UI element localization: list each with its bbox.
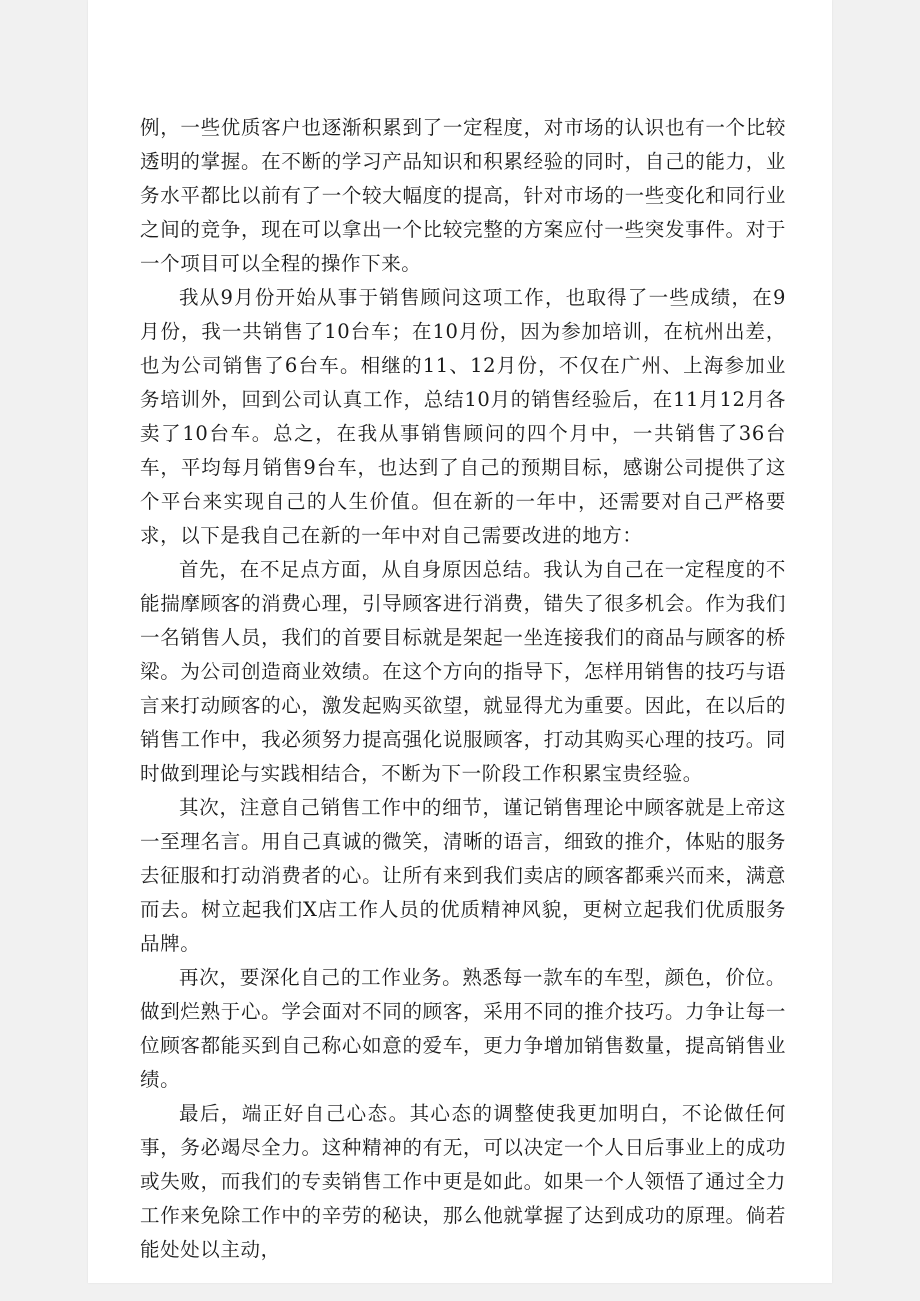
document-page [88,0,832,1283]
paragraph-second-improvement: 其次，注意自己销售工作中的细节，谨记销售理论中顾客就是上帝这一至理名言。用自己真诚的微笑，清晰的语言，细致的推介，体贴的服务去征服和打动消费者的心。让所有来到我们卖店的顾客都乘兴而来，满意而去。树立起我们X店工作人员的优质精神风貌，更树立起我们优质服务品牌。 [140,796,786,955]
paragraph-continuation: 例，一些优质客户也逐渐积累到了一定程度，对市场的认识也有一个比较透明的掌握。在不断的学习产品知识和积累经验的同时，自己的能力，业务水平都比以前有了一个较大幅度的提高，针对市场的一些变化和同行业之间的竞争，现在可以拿出一个比较完整的方案应付一些突发事件。对于一个项目可以全程的操作下来。 [140,116,786,275]
paragraph-first-improvement: 首先，在不足点方面，从自身原因总结。我认为自己在一定程度的不能揣摩顾客的消费心理，引导顾客进行消费，错失了很多机会。作为我们一名销售人员，我们的首要目标就是架起一坐连接我们的商品与顾客的桥梁。为公司创造商业效绩。在这个方向的指导下，怎样用销售的技巧与语言来打动顾客的心，激发起购买欲望，就显得尤为重要。因此，在以后的销售工作中，我必须努力提高强化说服顾客，打动其购买心理的技巧。同时做到理论与实践相结合，不断为下一阶段工作积累宝贵经验。 [140,558,786,785]
document-body [140,111,786,1267]
paragraph-final-improvement: 最后，端正好自己心态。其心态的调整使我更加明白，不论做任何事，务必竭尽全力。这种精神的有无，可以决定一个人日后事业上的成功或失败，而我们的专卖销售工作中更是如此。如果一个人领悟了通过全力工作来免除工作中的辛劳的秘诀，那么他就掌握了达到成功的原理。倘若能处处以主动， [140,1102,786,1261]
paragraph-third-improvement: 再次，要深化自己的工作业务。熟悉每一款车的车型，颜色，价位。做到烂熟于心。学会面对不同的顾客，采用不同的推介技巧。力争让每一位顾客都能买到自己称心如意的爱车，更力争增加销售数量，提高销售业绩。 [140,966,786,1091]
paragraph-sales-record: 我从9月份开始从事于销售顾问这项工作，也取得了一些成绩，在9月份，我一共销售了10台车；在10月份，因为参加培训，在杭州出差，也为公司销售了6台车。相继的11、12月份，不仅在广州、上海参加业务培训外，回到公司认真工作，总结10月的销售经验后，在11月12月各卖了10台车。总之，在我从事销售顾问的四个月中，一共销售了36台车，平均每月销售9台车，也达到了自己的预期目标，感谢公司提供了这个平台来实现自己的人生价值。但在新的一年中，还需要对自己严格要求，以下是我自己在新的一年中对自己需要改进的地方： [140,286,786,547]
